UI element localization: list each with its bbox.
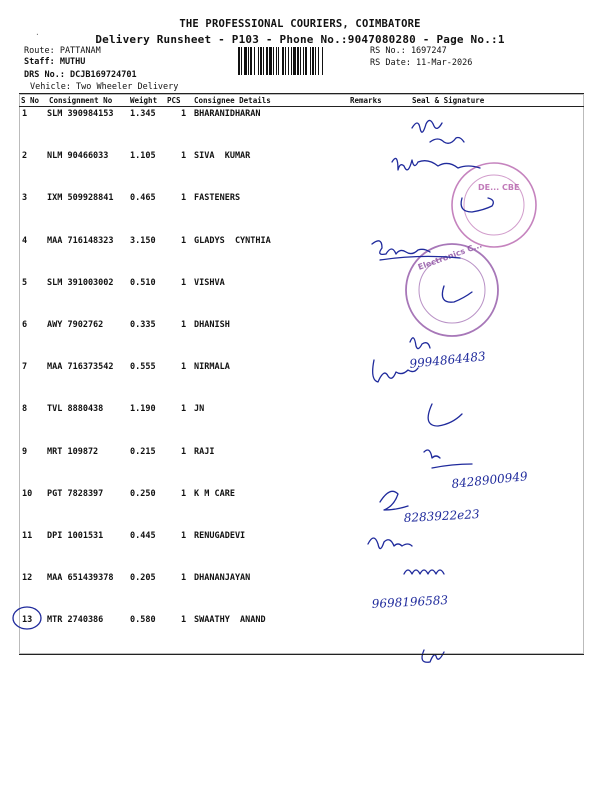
- table-row: [19, 362, 584, 376]
- cell-consignee: DHANANJAYAN: [194, 573, 251, 584]
- cell-weight: 3.150: [130, 235, 156, 246]
- cell-pcs: 1: [181, 488, 187, 499]
- cell-consignee: VISHVA: [194, 277, 225, 288]
- table-bottom-rule: [19, 654, 584, 655]
- cell-sno: 13: [22, 615, 33, 626]
- col-consignment: Consignment No: [49, 96, 113, 105]
- stamp-1-text: DE... CBE: [478, 183, 520, 192]
- cell-consignee: RENUGADEVI: [194, 531, 246, 541]
- table-row: [19, 278, 584, 292]
- cell-consignment: SLM 390984153: [47, 109, 114, 119]
- table-row: [19, 151, 584, 165]
- cell-consignee: GLADYS CYNTHIA: [194, 235, 271, 246]
- cell-weight: 1.105: [130, 151, 156, 162]
- vehicle-label: Vehicle: Two Wheeler Delivery: [30, 82, 179, 92]
- cell-pcs: 1: [181, 151, 187, 162]
- cell-weight: 0.555: [130, 362, 156, 373]
- cell-sno: 2: [22, 151, 28, 162]
- cell-consignment: TVL 8880438: [47, 404, 104, 415]
- cell-pcs: 1: [181, 320, 187, 330]
- cell-pcs: 1: [181, 193, 187, 204]
- cell-weight: 0.335: [130, 320, 156, 330]
- cell-consignment: MRT 109872: [47, 446, 99, 457]
- col-remarks: Remarks: [350, 96, 382, 105]
- cell-consignment: AWY 7902762: [47, 320, 104, 330]
- cell-consignment: SLM 391003002: [47, 277, 114, 288]
- cell-sno: 3: [22, 193, 28, 204]
- cell-pcs: 1: [181, 531, 187, 541]
- cell-sno: 1: [22, 109, 28, 119]
- table-row: [19, 404, 584, 418]
- cell-pcs: 1: [181, 615, 187, 626]
- cell-consignment: MAA 716148323: [47, 235, 114, 246]
- stray-mark: ·: [35, 30, 40, 39]
- handwritten-phone-row-10: 8283922e23: [403, 507, 480, 525]
- cell-consignee: FASTENERS: [194, 193, 241, 204]
- cell-sno: 11: [22, 531, 33, 541]
- cell-sno: 7: [22, 362, 28, 373]
- cell-weight: 0.445: [130, 531, 156, 541]
- cell-consignment: NLM 90466033: [47, 151, 109, 162]
- cell-pcs: 1: [181, 404, 187, 415]
- table-row: [19, 320, 584, 334]
- cell-consignee: DHANISH: [194, 320, 230, 330]
- cell-pcs: 1: [181, 446, 187, 457]
- cell-consignment: IXM 509928841: [47, 193, 114, 204]
- table-row: [19, 489, 584, 503]
- cell-consignee: JN: [194, 404, 205, 415]
- rs-date: RS Date: 11-Mar-2026: [370, 58, 473, 68]
- drs-number: DRS No.: DCJB169724701: [24, 70, 137, 80]
- cell-weight: 0.205: [130, 573, 156, 584]
- cell-consignee: SWAATHY ANAND: [194, 615, 266, 626]
- cell-consignment: DPI 1001531: [47, 531, 104, 541]
- cell-weight: 0.250: [130, 488, 156, 499]
- cell-weight: 0.510: [130, 277, 156, 288]
- cell-consignee: RAJI: [194, 446, 215, 457]
- table-row: [19, 109, 584, 123]
- cell-consignment: MTR 2740386: [47, 615, 104, 626]
- table-row: [19, 573, 584, 587]
- cell-sno: 10: [22, 488, 33, 499]
- cell-sno: 12: [22, 573, 33, 584]
- cell-weight: 0.580: [130, 615, 156, 626]
- rs-number: RS No.: 1697247: [370, 46, 447, 56]
- cell-consignee: SIVA KUMAR: [194, 151, 251, 162]
- barcode: [238, 47, 364, 75]
- cell-consignee: NIRMALA: [194, 362, 230, 373]
- cell-weight: 1.345: [130, 109, 156, 119]
- handwritten-phone-row-9: 8428900949: [450, 469, 529, 491]
- cell-sno: 4: [22, 235, 28, 246]
- staff-label: Staff: MUTHU: [24, 57, 86, 67]
- route-label: Route: PATTANAM: [24, 46, 101, 56]
- cell-sno: 8: [22, 404, 28, 415]
- table-header: [19, 94, 584, 106]
- cell-sno: 9: [22, 446, 28, 457]
- table-row: [19, 531, 584, 545]
- runsheet-subtitle: Delivery Runsheet - P103 - Phone No.:9047080280 - Page No.:1: [95, 33, 505, 46]
- handwritten-phone-row-12: 9698196583: [371, 593, 449, 611]
- cell-pcs: 1: [181, 362, 187, 373]
- handwritten-phone-row-6: 9994864483: [408, 349, 487, 371]
- stamp-2-text: Electronics C...: [416, 240, 484, 272]
- col-consignee: Consignee Details: [194, 96, 271, 105]
- cell-pcs: 1: [181, 277, 187, 288]
- cell-consignment: MAA 716373542: [47, 362, 114, 373]
- cell-sno: 6: [22, 320, 28, 330]
- cell-pcs: 1: [181, 573, 187, 584]
- cell-sno: 5: [22, 277, 28, 288]
- company-title: THE PROFESSIONAL COURIERS, COIMBATORE: [179, 18, 421, 30]
- cell-consignment: MAA 651439378: [47, 573, 114, 584]
- col-weight: Weight: [130, 96, 158, 105]
- col-seal-signature: Seal & Signature: [412, 96, 485, 105]
- col-sno: S No: [21, 96, 40, 105]
- cell-pcs: 1: [181, 109, 187, 119]
- table-row: [19, 193, 584, 207]
- cell-weight: 0.465: [130, 193, 156, 204]
- table-row: [19, 236, 584, 250]
- table-row: [19, 615, 584, 629]
- header-rule-bottom: [19, 106, 584, 107]
- cell-weight: 1.190: [130, 404, 156, 415]
- cell-consignee: K M CARE: [194, 488, 235, 499]
- table-row: [19, 447, 584, 461]
- col-pcs: PCS: [167, 96, 181, 105]
- cell-weight: 0.215: [130, 446, 156, 457]
- cell-consignment: PGT 7828397: [47, 488, 104, 499]
- cell-consignee: BHARANIDHARAN: [194, 109, 261, 119]
- cell-pcs: 1: [181, 235, 187, 246]
